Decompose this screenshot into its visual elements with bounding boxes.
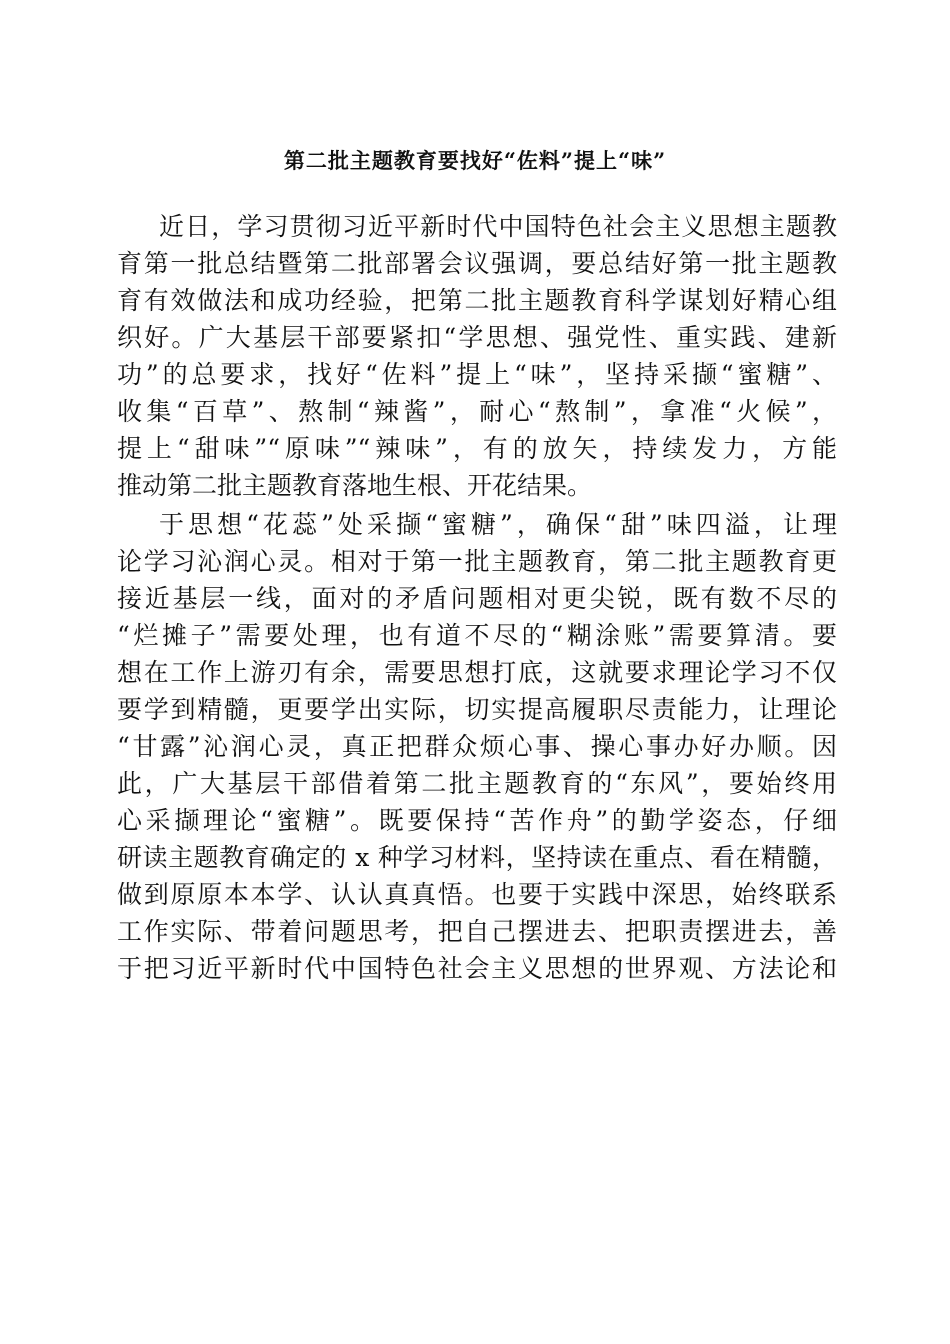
paragraph-1 [117, 208, 837, 504]
paragraph-line: 收集“百草”、熬制“辣酱”，耐心“熬制”，拿准“火候”， [117, 397, 837, 426]
document-body [117, 208, 837, 987]
paragraph-line: “甘露”沁润心灵，真正把群众烦心事、操心事办好办顺。因 [117, 732, 837, 761]
paragraph-line: 提上“甜味”“原味”“辣味”，有的放矢，持续发力，方能 [117, 434, 837, 463]
paragraph-line: 做到原原本本学、认认真真悟。也要于实践中深思，始终联系 [117, 880, 837, 909]
paragraph-line: 近日，学习贯彻习近平新时代中国特色社会主义思想主题教 [159, 212, 837, 241]
paragraph-line: 育第一批总结暨第二批部署会议强调，要总结好第一批主题教 [117, 249, 837, 278]
paragraph-line: 工作实际、带着问题思考，把自己摆进去、把职责摆进去，善 [117, 917, 837, 946]
paragraph-line: 育有效做法和成功经验，把第二批主题教育科学谋划好精心组 [117, 286, 837, 315]
paragraph-line: 论学习沁润心灵。相对于第一批主题教育，第二批主题教育更 [117, 547, 837, 576]
paragraph-line: 研读主题教育确定的 x 种学习材料，坚持读在重点、看在精髓， [117, 843, 837, 872]
document-title: 第二批主题教育要找好“佐料”提上“味” [283, 148, 667, 173]
paragraph-line: 心采撷理论“蜜糖”。既要保持“苦作舟”的勤学姿态，仔细 [117, 806, 837, 835]
paragraph-line: 功”的总要求，找好“佐料”提上“味”，坚持采撷“蜜糖”、 [117, 360, 837, 389]
paragraph-line: 织好。广大基层干部要紧扣“学思想、强党性、重实践、建新 [117, 323, 837, 352]
paragraph-line: 接近基层一线，面对的矛盾问题相对更尖锐，既有数不尽的 [117, 584, 837, 613]
paragraph-line: 想在工作上游刃有余，需要思想打底，这就要求理论学习不仅 [117, 658, 837, 687]
paragraph-line: 于把习近平新时代中国特色社会主义思想的世界观、方法论和 [117, 954, 837, 983]
paragraph-line: 要学到精髓，更要学出实际，切实提高履职尽责能力，让理论 [117, 695, 837, 724]
paragraph-2 [117, 506, 837, 987]
paragraph-line: 推动第二批主题教育落地生根、开花结果。 [117, 471, 593, 500]
paragraph-line: “烂摊子”需要处理，也有道不尽的“糊涂账”需要算清。要 [117, 621, 837, 650]
paragraph-line: 此，广大基层干部借着第二批主题教育的“东风”，要始终用 [117, 769, 837, 798]
paragraph-line: 于思想“花蕊”处采撷“蜜糖”，确保“甜”味四溢，让理 [159, 510, 837, 539]
